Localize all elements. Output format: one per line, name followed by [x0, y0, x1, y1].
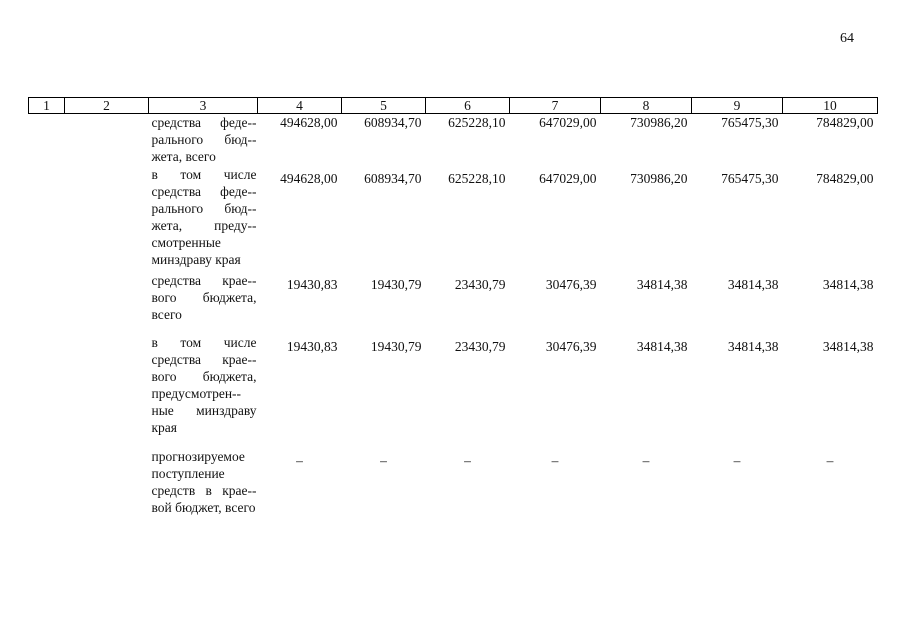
value-cell: – [464, 453, 471, 468]
value-cell: 34814,38 [636, 277, 688, 292]
budget-table [28, 97, 878, 542]
value-cell: – [296, 453, 303, 468]
column-number-row [29, 98, 878, 114]
value-cell: 19430,79 [370, 277, 422, 292]
value-cell: 730986,20 [630, 115, 688, 130]
value-cell: 19430,83 [286, 339, 338, 354]
column-number: 6 [426, 98, 510, 114]
value-cell: 784829,00 [816, 171, 874, 186]
value-cell: – [551, 453, 559, 468]
table-row [29, 114, 878, 167]
value-cell: 34814,38 [636, 339, 688, 354]
row-label: прогнозируемое поступление средств в крае-вой бюджет, всего [151, 449, 257, 515]
value-cell: 19430,83 [286, 277, 338, 292]
column-number: 4 [258, 98, 342, 114]
row-label: средства феде-рального бюд-жета, всего [151, 115, 257, 164]
column-number: 2 [65, 98, 149, 114]
row-label: в том числе средства феде-рального бюд-жета, преду-смотренные минздраву края [151, 167, 257, 267]
table-row [29, 166, 878, 272]
value-cell: 647029,00 [539, 115, 597, 130]
column-number: 8 [601, 98, 692, 114]
value-cell: 19430,79 [370, 339, 422, 354]
column-number: 9 [692, 98, 783, 114]
value-cell: 30476,39 [545, 339, 597, 354]
value-cell: 730986,20 [630, 171, 688, 186]
value-cell: 30476,39 [545, 277, 597, 292]
value-cell: 647029,00 [539, 171, 597, 186]
table-row [29, 448, 878, 542]
table-row [29, 334, 878, 448]
value-cell: 34814,38 [727, 277, 779, 292]
column-number: 3 [149, 98, 258, 114]
value-cell: 625228,10 [448, 115, 506, 130]
value-cell: – [380, 453, 387, 468]
column-number: 1 [29, 98, 65, 114]
value-cell: 608934,70 [364, 171, 422, 186]
value-cell: 765475,30 [721, 115, 779, 130]
value-cell: – [642, 453, 650, 468]
table-row [29, 272, 878, 334]
value-cell: 34814,38 [822, 277, 874, 292]
row-label: средства крае-вого бюджета, всего [151, 273, 257, 322]
row-label: в том числе средства крае-вого бюджета, предусмотрен-ные минздраву края [151, 335, 257, 435]
value-cell: 625228,10 [448, 171, 506, 186]
value-cell: 494628,00 [280, 171, 338, 186]
column-number: 10 [783, 98, 878, 114]
value-cell: 23430,79 [454, 277, 506, 292]
value-cell: 608934,70 [364, 115, 422, 130]
value-cell: 784829,00 [816, 115, 874, 130]
value-cell: 494628,00 [280, 115, 338, 130]
value-cell: 34814,38 [822, 339, 874, 354]
column-number: 5 [342, 98, 426, 114]
value-cell: 34814,38 [727, 339, 779, 354]
value-cell: 23430,79 [454, 339, 506, 354]
value-cell: – [826, 453, 834, 468]
value-cell: 765475,30 [721, 171, 779, 186]
column-number: 7 [510, 98, 601, 114]
value-cell: – [733, 453, 741, 468]
page-number: 64 [840, 31, 854, 46]
